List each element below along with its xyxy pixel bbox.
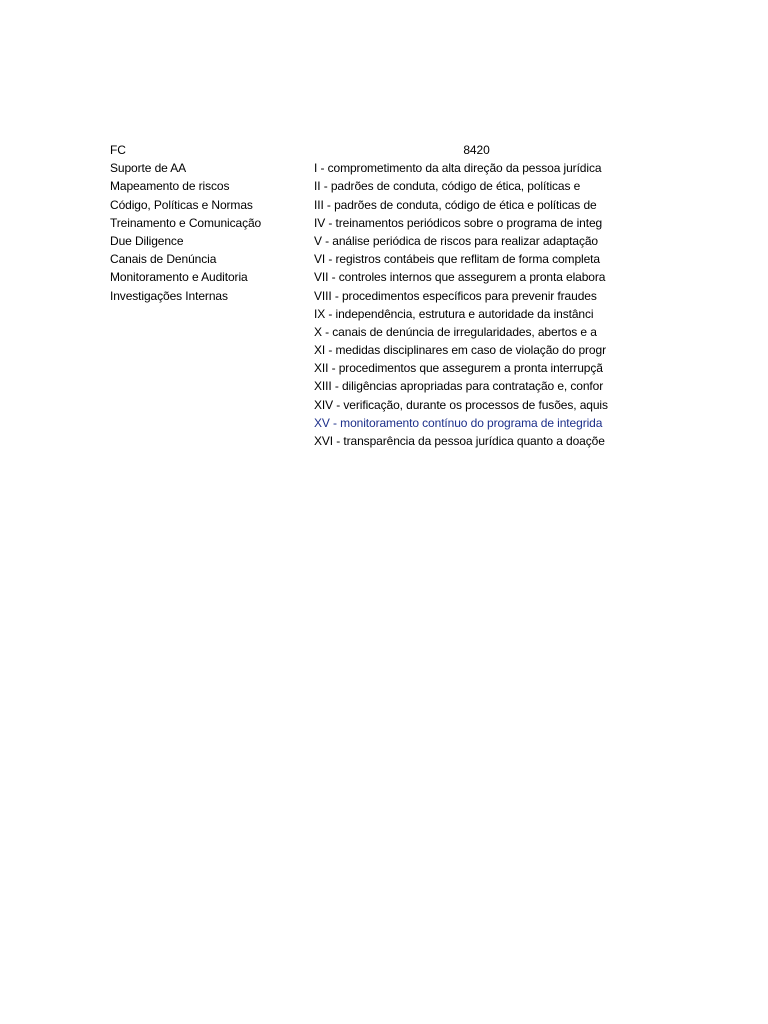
column-b-item[interactable]: I - comprometimento da alta direção da pessoa jurídica <box>314 161 602 176</box>
column-b-item[interactable]: IV - treinamentos periódicos sobre o programa de integ <box>314 215 603 230</box>
column-a-item[interactable]: Monitoramento e Auditoria <box>110 270 248 285</box>
column-a-item[interactable]: Mapeamento de riscos <box>110 179 230 194</box>
column-b-item[interactable]: XIII - diligências apropriadas para contratação e, confor <box>314 379 604 394</box>
column-b-header[interactable]: 8420 <box>463 143 490 157</box>
column-b-item[interactable]: IX - independência, estrutura e autoridade da instânci <box>314 306 594 321</box>
column-a-item[interactable]: Canais de Denúncia <box>110 252 217 267</box>
column-a-item[interactable]: Treinamento e Comunicação <box>110 215 262 230</box>
column-a-item[interactable]: Suporte de AA <box>110 161 187 176</box>
column-b-item[interactable]: VI - registros contábeis que reflitam de forma completa <box>314 252 600 267</box>
column-b-item[interactable]: VIII - procedimentos específicos para prevenir fraudes <box>314 288 597 303</box>
column-a-item[interactable]: Código, Políticas e Normas <box>110 197 253 212</box>
column-a-item[interactable]: Investigações Internas <box>110 288 228 303</box>
column-b-item-highlighted[interactable]: XV - monitoramento contínuo do programa de integrida <box>314 415 603 430</box>
column-b-item[interactable]: X - canais de denúncia de irregularidades, abertos e a <box>314 324 597 339</box>
column-a <box>110 141 310 305</box>
column-b-item[interactable]: V - análise periódica de riscos para realizar adaptação <box>314 233 598 248</box>
column-b-item[interactable]: XII - procedimentos que assegurem a pronta interrupçã <box>314 361 603 376</box>
column-b-item[interactable]: XI - medidas disciplinares em caso de violação do progr <box>314 343 606 358</box>
column-b-item[interactable]: II - padrões de conduta, código de ética, políticas e <box>314 179 581 194</box>
column-b-item[interactable]: XIV - verificação, durante os processos de fusões, aquis <box>314 397 608 412</box>
column-a-header[interactable]: FC <box>110 143 126 157</box>
column-b-item[interactable]: XVI - transparência da pessoa jurídica quanto a doaçõe <box>314 434 605 448</box>
column-b-item[interactable]: III - padrões de conduta, código de ética e políticas de <box>314 197 597 212</box>
column-b <box>310 141 643 450</box>
column-a-item[interactable]: Due Diligence <box>110 233 184 248</box>
column-b-item[interactable]: VII - controles internos que assegurem a pronta elabora <box>314 270 606 285</box>
